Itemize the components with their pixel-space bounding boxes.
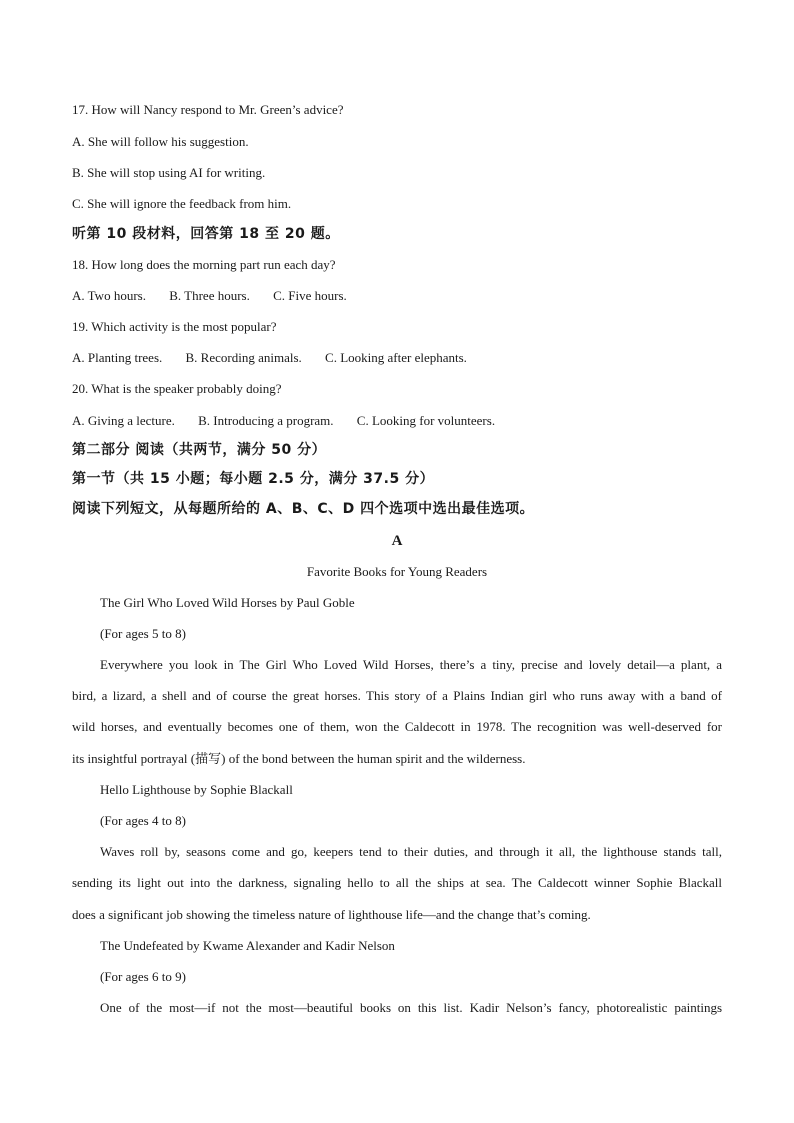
q18-option-c: C. Five hours. xyxy=(273,288,347,303)
book1-title: The Girl Who Loved Wild Horses by Paul Goble xyxy=(100,595,355,610)
q17-option-a: A. She will follow his suggestion. xyxy=(72,134,249,149)
q19-options xyxy=(72,349,724,367)
q19-option-c: C. Looking after elephants. xyxy=(325,350,467,365)
book1-line-4: its insightful portrayal (描写) of the bond between the human spirit and the wilderness. xyxy=(72,751,526,766)
part2-heading: 第二部分 阅读（共两节，满分 50 分） xyxy=(72,442,327,458)
book1-ages: (For ages 5 to 8) xyxy=(100,626,186,641)
q19-question: 19. Which activity is the most popular? xyxy=(72,319,277,334)
section1-heading: 第一节（共 15 小题；每小题 2.5 分，满分 37.5 分） xyxy=(72,471,435,487)
book2-line-3: does a significant job showing the timeless nature of lighthouse life—and the change that’s coming. xyxy=(72,907,591,922)
q18-option-b: B. Three hours. xyxy=(169,288,250,303)
book3-title: The Undefeated by Kwame Alexander and Kadir Nelson xyxy=(100,938,395,953)
q20-option-c: C. Looking for volunteers. xyxy=(356,413,496,428)
q17-question: 17. How will Nancy respond to Mr. Green’s advice? xyxy=(72,102,344,117)
book3-ages: (For ages 6 to 9) xyxy=(100,969,186,984)
q20-option-b: B. Introducing a program. xyxy=(198,413,334,428)
passage-title: Favorite Books for Young Readers xyxy=(306,564,488,579)
q20-option-a: A. Giving a lecture. xyxy=(72,413,175,428)
book2-line-2: sending its light out into the darkness, signaling hello to all the ships at sea. The Caldecott winner Sophie Blackall xyxy=(72,875,722,890)
q18-option-a: A. Two hours. xyxy=(72,288,146,303)
q18-options xyxy=(72,287,724,305)
book2-title: Hello Lighthouse by Sophie Blackall xyxy=(100,782,293,797)
q17-option-c: C. She will ignore the feedback from him. xyxy=(72,196,292,211)
reading-instruction: 阅读下列短文，从每题所给的 A、B、C、D 四个选项中选出最佳选项。 xyxy=(72,501,535,517)
book1-line-1: Everywhere you look in The Girl Who Loved Wild Horses, there’s a tiny, precise and lovely detail—a plant, a xyxy=(100,657,722,672)
book1-line-2: bird, a lizard, a shell and of course the great horses. This story of a Plains Indian girl who runs away with a band of xyxy=(72,688,722,703)
q18-question: 18. How long does the morning part run each day? xyxy=(72,257,336,272)
book1-line-3: wild horses, and eventually becomes one of them, won the Caldecott in 1978. The recognition was well-deserved for xyxy=(72,719,722,734)
listening-instruction: 听第 10 段材料，回答第 18 至 20 题。 xyxy=(72,226,340,242)
book2-ages: (For ages 4 to 8) xyxy=(100,813,186,828)
book2-line-1: Waves roll by, seasons come and go, keepers tend to their duties, and through it all, the lighthouse stands tall, xyxy=(100,844,722,859)
passage-letter: A xyxy=(391,533,403,549)
q19-option-b: B. Recording animals. xyxy=(185,350,302,365)
q19-option-a: A. Planting trees. xyxy=(72,350,163,365)
q20-options xyxy=(72,412,724,430)
q17-option-b: B. She will stop using AI for writing. xyxy=(72,165,266,180)
q20-question: 20. What is the speaker probably doing? xyxy=(72,381,282,396)
book3-line-1: One of the most—if not the most—beautiful books on this list. Kadir Nelson’s fancy, photorealistic paintings xyxy=(100,1000,722,1015)
